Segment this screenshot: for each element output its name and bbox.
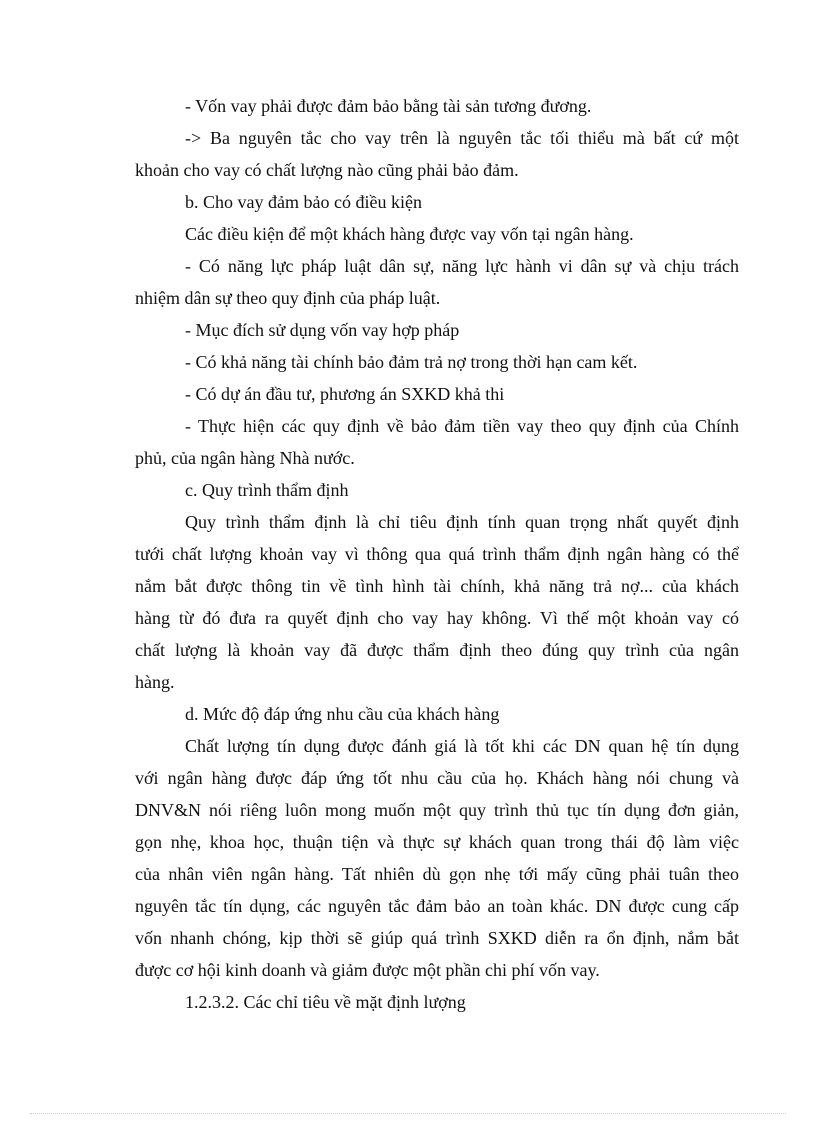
text-line: Quy trình thẩm định là chỉ tiêu định tính quan trọng nhất quyết định <box>185 512 739 532</box>
text-line: với ngân hàng được đáp ứng tốt nhu cầu của họ. Khách hàng nói chung và <box>135 768 739 788</box>
text-line: nguyên tắc tín dụng, các nguyên tắc đảm bảo an toàn khác. DN được cung cấp <box>135 896 739 916</box>
section-heading: b. Cho vay đảm bảo có điều kiện <box>185 192 422 212</box>
text-line: gọn nhẹ, khoa học, thuận tiện và thực sự khách quan trong thái độ làm việc <box>135 832 739 852</box>
text-line: DNV&N nói riêng luôn mong muốn một quy trình thủ tục tín dụng đơn giản, <box>135 800 739 820</box>
text-line: Chất lượng tín dụng được đánh giá là tốt khi các DN quan hệ tín dụng <box>185 736 739 756</box>
page-bottom-divider <box>30 1113 786 1114</box>
text-line: - Mục đích sử dụng vốn vay hợp pháp <box>185 320 460 340</box>
text-line: khoản cho vay có chất lượng nào cũng phải bảo đảm. <box>135 160 519 180</box>
text-line: phủ, của ngân hàng Nhà nước. <box>135 448 355 468</box>
text-line: - Có khả năng tài chính bảo đảm trả nợ trong thời hạn cam kết. <box>185 352 638 372</box>
text-line: được cơ hội kinh doanh và giảm được một phần chi phí vốn vay. <box>135 960 600 980</box>
text-line: nắm bắt được thông tin về tình hình tài chính, khả năng trả nợ... của khách <box>135 576 739 596</box>
section-heading: c. Quy trình thẩm định <box>185 480 349 500</box>
text-line: tưới chất lượng khoản vay vì thông qua quá trình thẩm định ngân hàng có thể <box>135 544 739 564</box>
text-line: vốn nhanh chóng, kịp thời sẽ giúp quá trình SXKD diễn ra ổn định, nắm bắt <box>135 928 739 948</box>
text-line: - Có dự án đầu tư, phương án SXKD khả thi <box>185 384 505 404</box>
document-page <box>135 90 739 1018</box>
text-line: - Có năng lực pháp luật dân sự, năng lực hành vi dân sự và chịu trách <box>185 256 739 276</box>
text-line: hàng. <box>135 672 175 692</box>
section-heading: 1.2.3.2. Các chỉ tiêu về mặt định lượng <box>185 992 466 1012</box>
section-heading: d. Mức độ đáp ứng nhu cầu của khách hàng <box>185 704 500 724</box>
text-line: - Thực hiện các quy định về bảo đảm tiền vay theo quy định của Chính <box>185 416 739 436</box>
text-line: - Vốn vay phải được đảm bảo bằng tài sản tương đương. <box>185 96 592 116</box>
text-line: chất lượng là khoản vay đã được thẩm định theo đúng quy trình của ngân <box>135 640 739 660</box>
text-line: hàng từ đó đưa ra quyết định cho vay hay không. Vì thế một khoản vay có <box>135 608 739 628</box>
text-line: nhiệm dân sự theo quy định của pháp luật. <box>135 288 441 308</box>
text-line: của nhân viên ngân hàng. Tất nhiên dù gọn nhẹ tới mấy cũng phải tuân theo <box>135 864 739 884</box>
text-line: -> Ba nguyên tắc cho vay trên là nguyên tắc tối thiểu mà bất cứ một <box>185 128 739 148</box>
text-line: Các điều kiện để một khách hàng được vay vốn tại ngân hàng. <box>185 224 634 244</box>
